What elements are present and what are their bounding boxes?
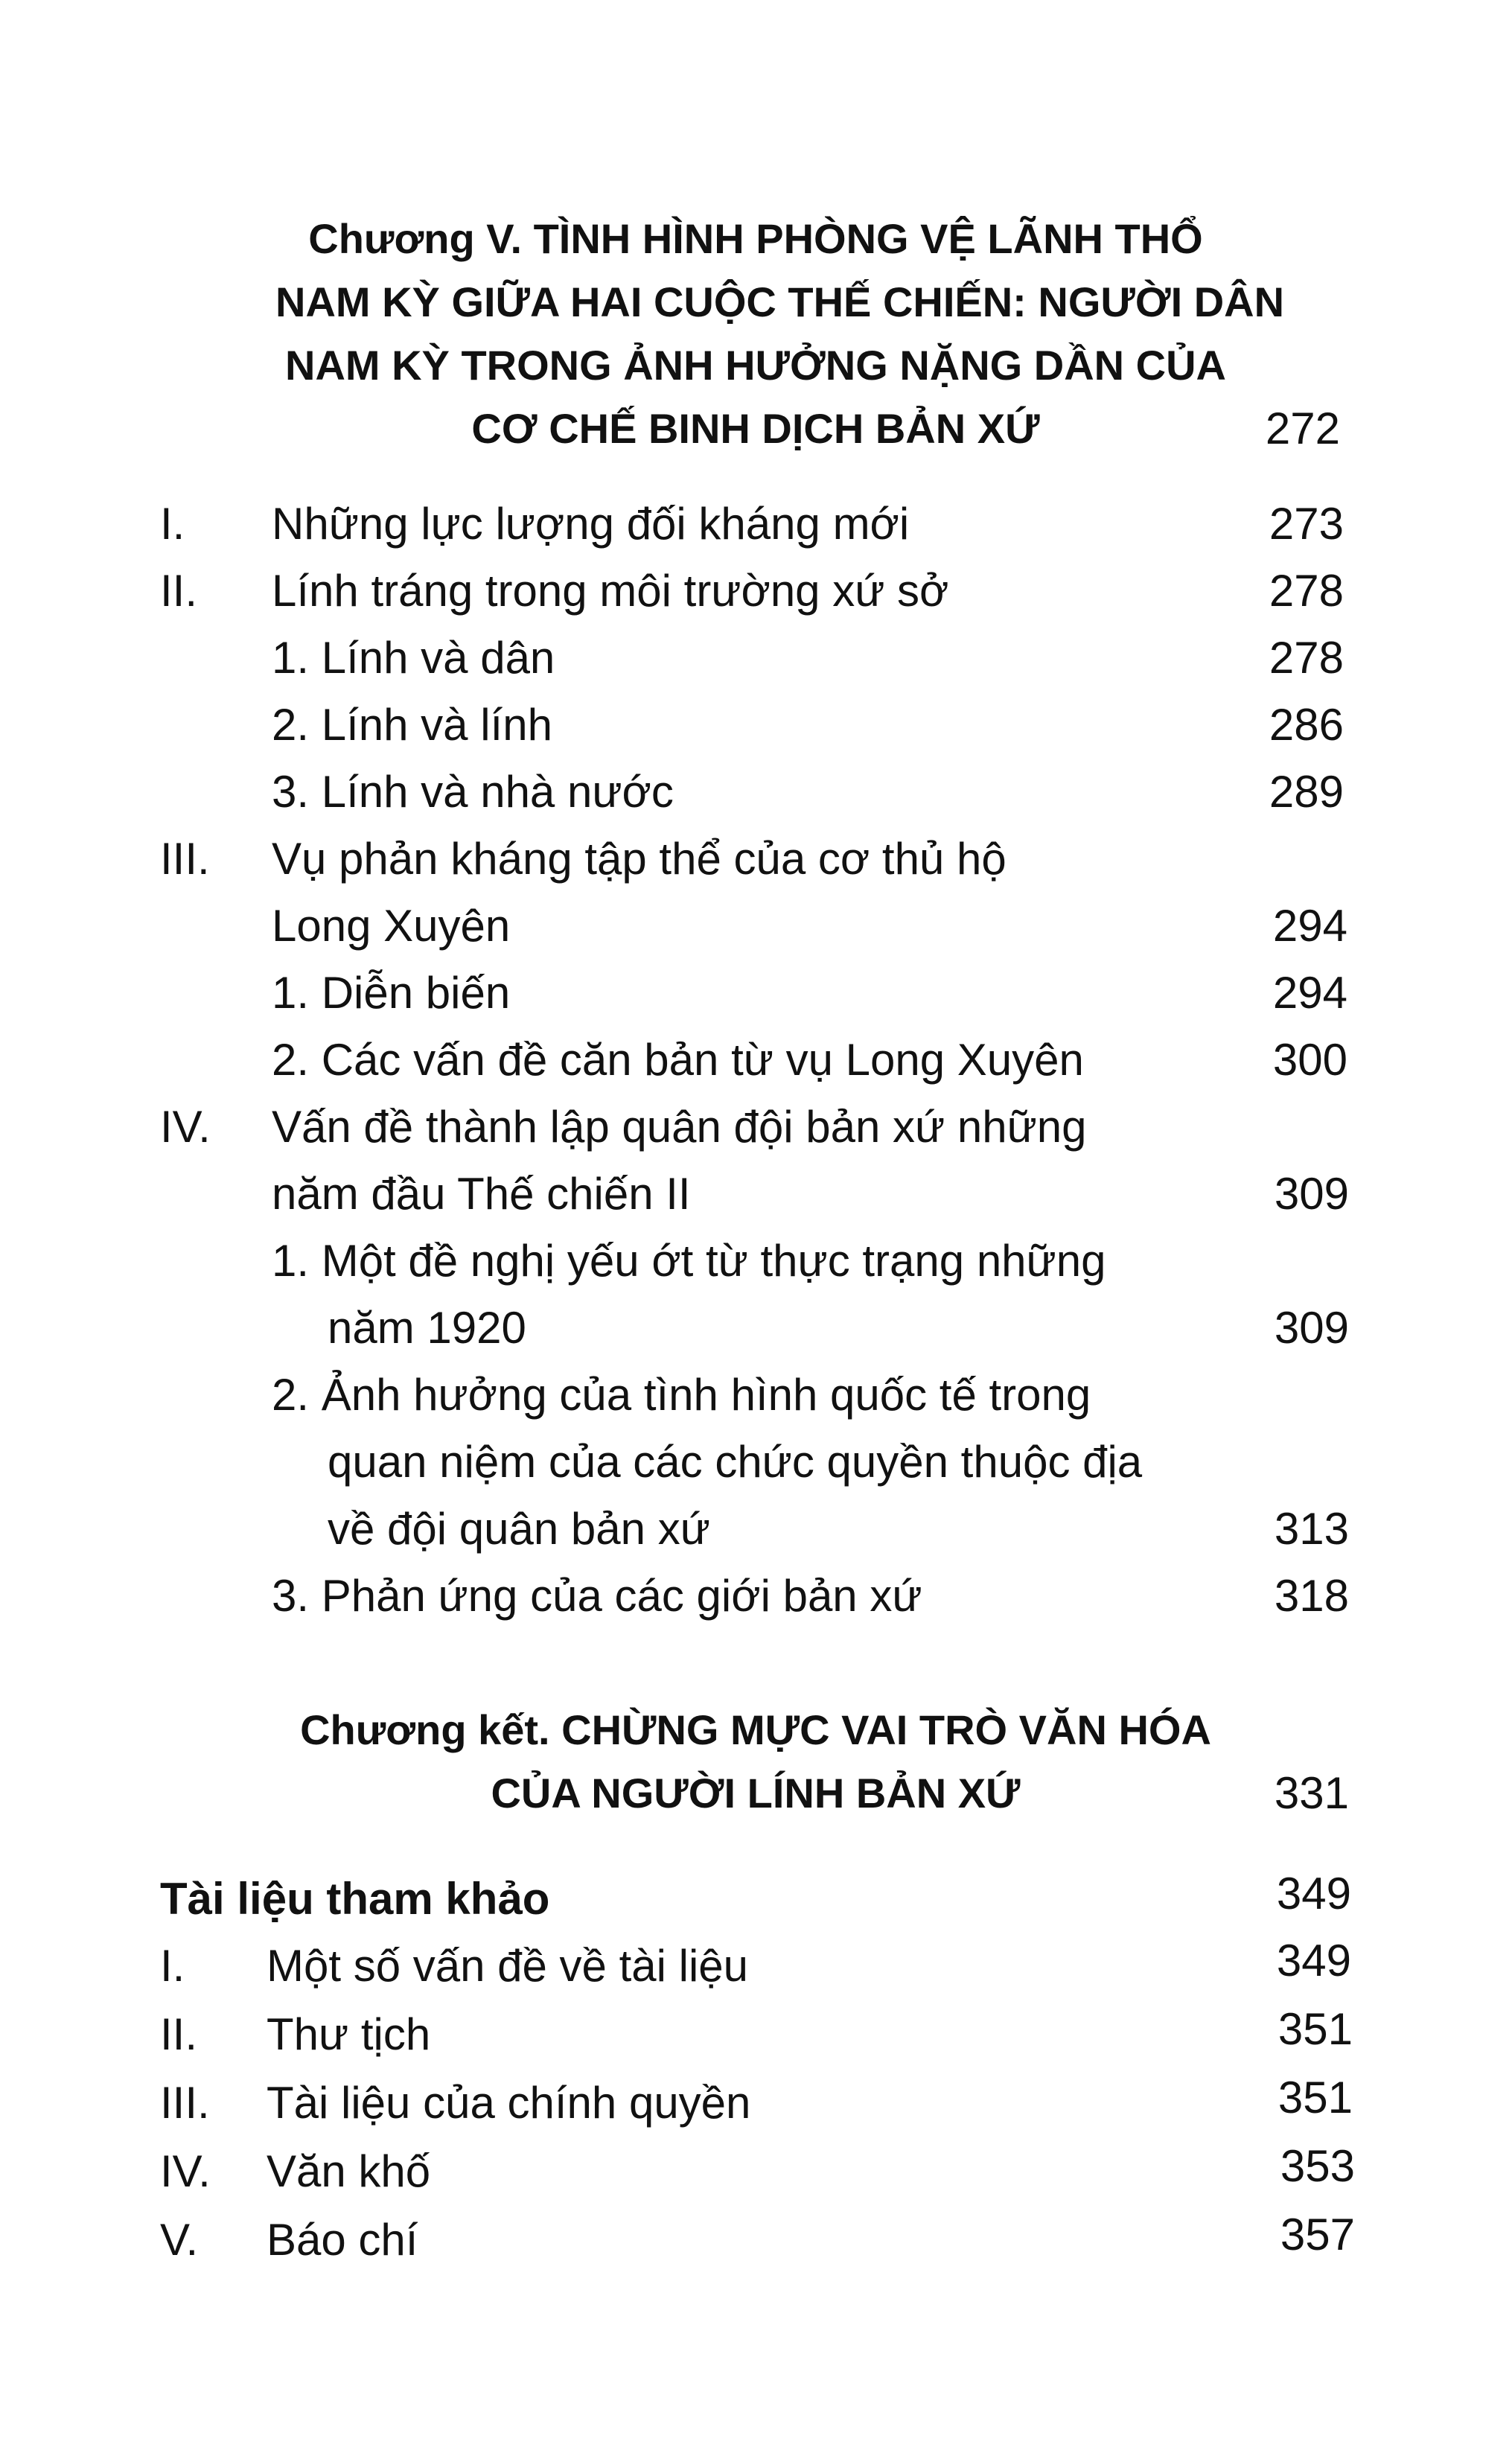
bib-entry-marker: V.	[160, 2215, 199, 2265]
bib-entry-text: Tài liệu của chính quyền	[267, 2078, 751, 2128]
entry-text: 1. Diễn biến	[272, 968, 511, 1018]
entry-page: 294	[1272, 968, 1347, 1018]
chapter5-title-line-1: Chương V. TÌNH HÌNH PHÒNG VỆ LÃNH THỔ	[308, 215, 1203, 262]
entry-text: năm đầu Thế chiến II	[272, 1169, 691, 1219]
chapter5-title-line-4: CƠ CHẾ BINH DỊCH BẢN XỨ	[471, 405, 1040, 452]
entry-marker: IV.	[160, 1102, 211, 1152]
entry-text: 2. Các vấn đề căn bản từ vụ Long Xuyên	[272, 1035, 1084, 1085]
bib-entry-page: 351	[1277, 2073, 1353, 2122]
entry-text: Lính tráng trong môi trường xứ sở	[272, 566, 949, 616]
entry-text: 1. Lính và dân	[272, 633, 555, 683]
bib-entry-marker: III.	[160, 2078, 210, 2128]
bibliography-title: Tài liệu tham khảo	[160, 1874, 550, 1924]
entry-marker: I.	[160, 499, 185, 549]
bib-entry-marker: II.	[160, 2009, 198, 2059]
chapter5-title-line-3: NAM KỲ TRONG ẢNH HƯỞNG NẶNG DẦN CỦA	[285, 342, 1226, 389]
entry-marker: II.	[160, 566, 198, 616]
entry-page: 294	[1272, 901, 1347, 951]
bib-entry-text: Thư tịch	[267, 2009, 431, 2059]
bib-entry-page: 349	[1276, 1936, 1351, 1985]
entry-page: 318	[1274, 1571, 1349, 1621]
entry-page: 313	[1274, 1504, 1349, 1554]
entry-marker: III.	[160, 834, 210, 884]
entry-text: về đội quân bản xứ	[328, 1504, 710, 1554]
entry-page: 309	[1274, 1169, 1349, 1219]
bib-entry-text: Văn khố	[267, 2146, 431, 2196]
bib-entry-text: Báo chí	[267, 2215, 418, 2265]
bib-entry-marker: I.	[160, 1941, 185, 1991]
entry-text: 3. Lính và nhà nước	[272, 767, 674, 817]
conclusion-page-number: 331	[1274, 1768, 1349, 1818]
entry-page: 273	[1269, 499, 1344, 549]
entry-text: Vấn đề thành lập quân đội bản xứ những	[272, 1102, 1087, 1152]
entry-text: 2. Lính và lính	[272, 700, 552, 750]
chapter5-title-line-2: NAM KỲ GIỮA HAI CUỘC THẾ CHIẾN: NGƯỜI DÂN	[275, 278, 1285, 325]
bib-entry-page: 353	[1280, 2141, 1355, 2191]
chapter5-page-number: 272	[1265, 404, 1340, 453]
bib-entry-text: Một số vấn đề về tài liệu	[267, 1941, 749, 1991]
entry-page: 278	[1269, 633, 1344, 683]
entry-page: 289	[1269, 767, 1344, 817]
conclusion-title-line-2: CỦA NGƯỜI LÍNH BẢN XỨ	[491, 1770, 1021, 1817]
entry-page: 278	[1269, 566, 1344, 616]
entry-page: 309	[1274, 1303, 1349, 1353]
entry-text: 1. Một đề nghị yếu ớt từ thực trạng những	[272, 1236, 1106, 1286]
bib-entry-page: 351	[1277, 2004, 1353, 2054]
entry-text: 2. Ảnh hưởng của tình hình quốc tế trong	[272, 1370, 1091, 1420]
entry-text: quan niệm của các chức quyền thuộc địa	[328, 1437, 1143, 1487]
bibliography-page-number: 349	[1276, 1869, 1351, 1918]
bib-entry-marker: IV.	[160, 2146, 211, 2196]
entry-text: năm 1920	[328, 1303, 526, 1353]
entry-page: 286	[1269, 700, 1344, 750]
entry-text: Vụ phản kháng tập thể của cơ thủ hộ	[272, 834, 1007, 884]
entry-page: 300	[1272, 1035, 1347, 1085]
bib-entry-page: 357	[1280, 2210, 1355, 2259]
conclusion-title-line-1: Chương kết. CHỪNG MỰC VAI TRÒ VĂN HÓA	[300, 1706, 1211, 1753]
entry-text: Những lực lượng đối kháng mới	[272, 499, 910, 549]
entry-text: 3. Phản ứng của các giới bản xứ	[272, 1571, 922, 1621]
entry-text: Long Xuyên	[272, 901, 511, 951]
